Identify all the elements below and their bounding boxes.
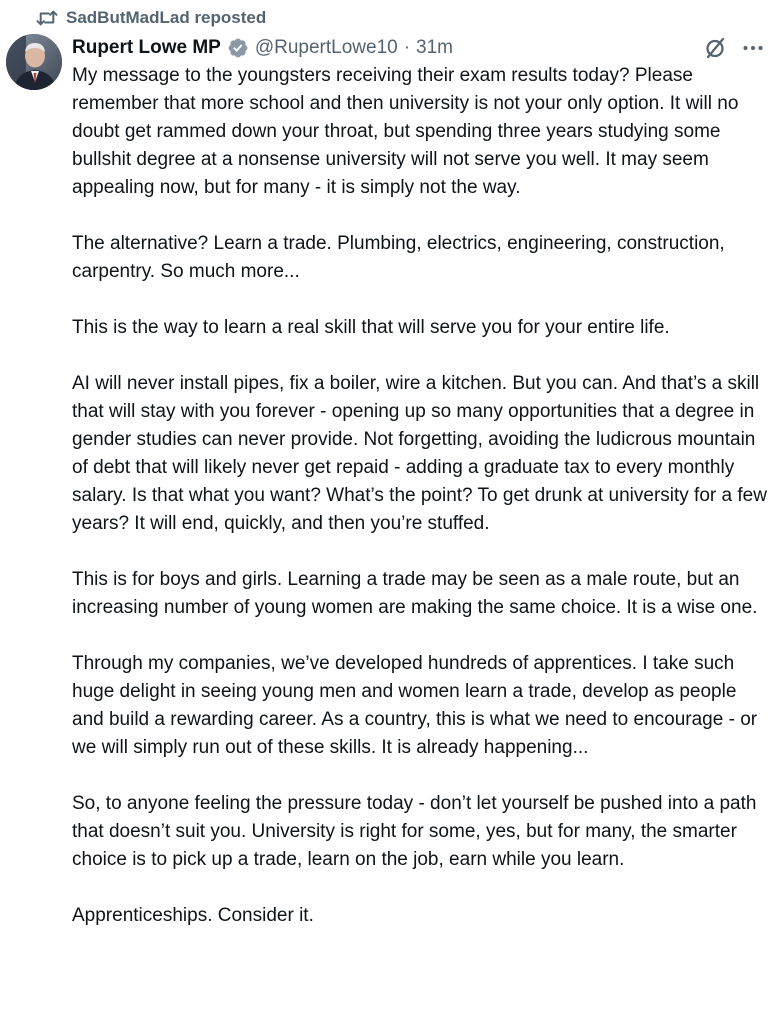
repost-icon [36,9,58,27]
display-name[interactable]: Rupert Lowe MP [72,37,221,58]
tweet-header [72,34,765,62]
separator-dot: · [403,37,411,58]
verified-badge-icon [227,37,249,59]
timestamp[interactable]: 31m [416,37,454,58]
more-icon[interactable] [741,36,765,60]
tweet-paragraph-4: AI will never install pipes, fix a boiler, wire a kitchen. But you can. And that’s a skill that will stay with you forever - opening up so many opportunities that a degree in gender studies can never provide. Not forgetting, avoiding the ludicrous mountain of debt that will likely never get repaid - adding a graduate tax to every monthly salary. Is that what you want? What’s the point? To get drunk at university for a few years? It will end, quickly, and then you’re stuffed. [72,373,767,534]
grok-icon[interactable] [703,36,727,60]
repost-indicator[interactable] [36,6,266,30]
avatar[interactable] [6,34,62,90]
tweet-paragraph-6: Through my companies, we’ve developed hundreds of apprentices. I take such huge delight in seeing young men and women learn a trade, develop as people and build a rewarding career. As a country, this is what we need to encourage - or we will simply run out of these skills. It is already happening... [72,653,758,758]
author-handle[interactable]: @RupertLowe10 [254,37,398,58]
tweet-paragraph-3: This is the way to learn a real skill that will serve you for your entire life. [72,317,670,338]
tweet-paragraph-7: So, to anyone feeling the pressure today - don’t let yourself be pushed into a path that doesn’t suit you. University is right for some, yes, but for many, the smarter choice is to pick up a trade, learn on the job, earn while you learn. [72,793,757,870]
tweet-paragraph-1: My message to the youngsters receiving their exam results today? Please remember that more school and then university is not your only option. It will no doubt get rammed down your throat, but spending three years studying some bullshit degree at a nonsense university will not serve you well. It may seem appealing now, but for many - it is simply not the way. [72,65,739,198]
tweet-text [72,62,772,958]
tweet-paragraph-2: The alternative? Learn a trade. Plumbing, electrics, engineering, construction, carpentry. So much more... [72,233,725,282]
tweet-paragraph-8: Apprenticeships. Consider it. [72,905,314,926]
repost-label: SadButMadLad reposted [66,8,267,27]
tweet-paragraph-5: This is for boys and girls. Learning a trade may be seen as a male route, but an increasing number of young women are making the same choice. It is a wise one. [72,569,758,618]
header-actions [703,36,765,60]
